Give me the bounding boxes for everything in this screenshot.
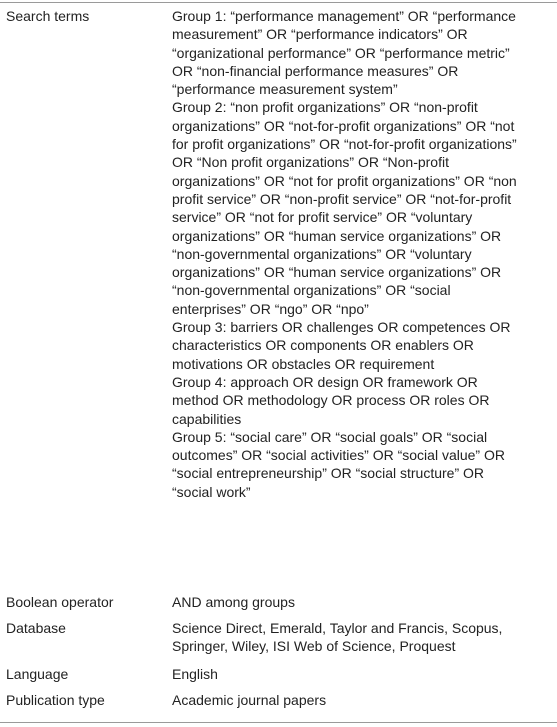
- value-line: enterprises” OR “ngo” OR “npo”: [172, 300, 369, 317]
- value-line: Group 5: “social care” OR “social goals” OR “social: [172, 428, 488, 445]
- value-line: organizations” OR “human service organizations” OR: [172, 264, 502, 281]
- value-line: capabilities: [172, 410, 242, 427]
- value-line: Group 1: “performance management” OR “performance: [172, 8, 516, 24]
- value-line: characteristics OR components OR enablers OR: [172, 337, 474, 354]
- row-label: Language: [6, 666, 69, 682]
- value-line: OR “Non profit organizations” OR “Non-profit: [172, 154, 449, 171]
- value-line: Science Direct, Emerald, Taylor and Francis, Scopus,: [172, 620, 503, 636]
- row-value: [172, 691, 556, 709]
- value-line: “performance measurement system”: [172, 81, 398, 98]
- value-line: “organizational performance” OR “performance metric”: [172, 44, 510, 61]
- value-line: organizations” OR “not for profit organizations” OR “non: [172, 172, 517, 189]
- table-top-rule: [0, 2, 557, 3]
- value-line: Group 2: “non profit organizations” OR “non-profit: [172, 99, 478, 116]
- row-value: [172, 665, 556, 683]
- value-line: “non-governmental organizations” OR “social: [172, 282, 451, 299]
- value-line: English: [172, 666, 218, 682]
- value-line: Springer, Wiley, ISI Web of Science, Proquest: [172, 638, 456, 655]
- row-label: Search terms: [6, 8, 90, 24]
- value-line: AND among groups: [172, 594, 295, 610]
- value-line: Group 3: barriers OR challenges OR competences OR: [172, 319, 511, 336]
- value-line: organizations” OR “human service organizations” OR: [172, 227, 502, 244]
- row-label: Publication type: [6, 692, 105, 708]
- value-line: motivations OR obstacles OR requirement: [172, 355, 435, 372]
- row-value: [172, 7, 556, 501]
- value-line: for profit organizations” OR “not-for-profit organizations”: [172, 136, 517, 153]
- value-line: measurement” OR “performance indicators” OR: [172, 26, 468, 43]
- table-bottom-rule: [0, 722, 557, 723]
- value-line: service” OR “not for profit service” OR “voluntary: [172, 209, 473, 226]
- row-label: Database: [6, 620, 66, 636]
- value-line: Group 4: approach OR design OR framework OR: [172, 373, 478, 390]
- value-line: method OR methodology OR process OR roles OR: [172, 392, 490, 409]
- row-value: [172, 593, 556, 611]
- row-label: Boolean operator: [6, 594, 114, 610]
- value-line: Academic journal papers: [172, 692, 327, 708]
- value-line: profit service” OR “non-profit service” OR “not-for-profit: [172, 190, 512, 207]
- value-line: “social entrepreneurship” OR “social structure” OR: [172, 465, 484, 482]
- value-line: OR “non-financial performance measures” OR: [172, 62, 459, 79]
- value-line: outcomes” OR “social activities” OR “social value” OR: [172, 447, 505, 464]
- row-value: [172, 619, 556, 656]
- value-line: organizations” OR “not-for-profit organizations” OR “not: [172, 117, 515, 134]
- value-line: “non-governmental organizations” OR “voluntary: [172, 245, 472, 262]
- value-line: “social work”: [172, 483, 251, 500]
